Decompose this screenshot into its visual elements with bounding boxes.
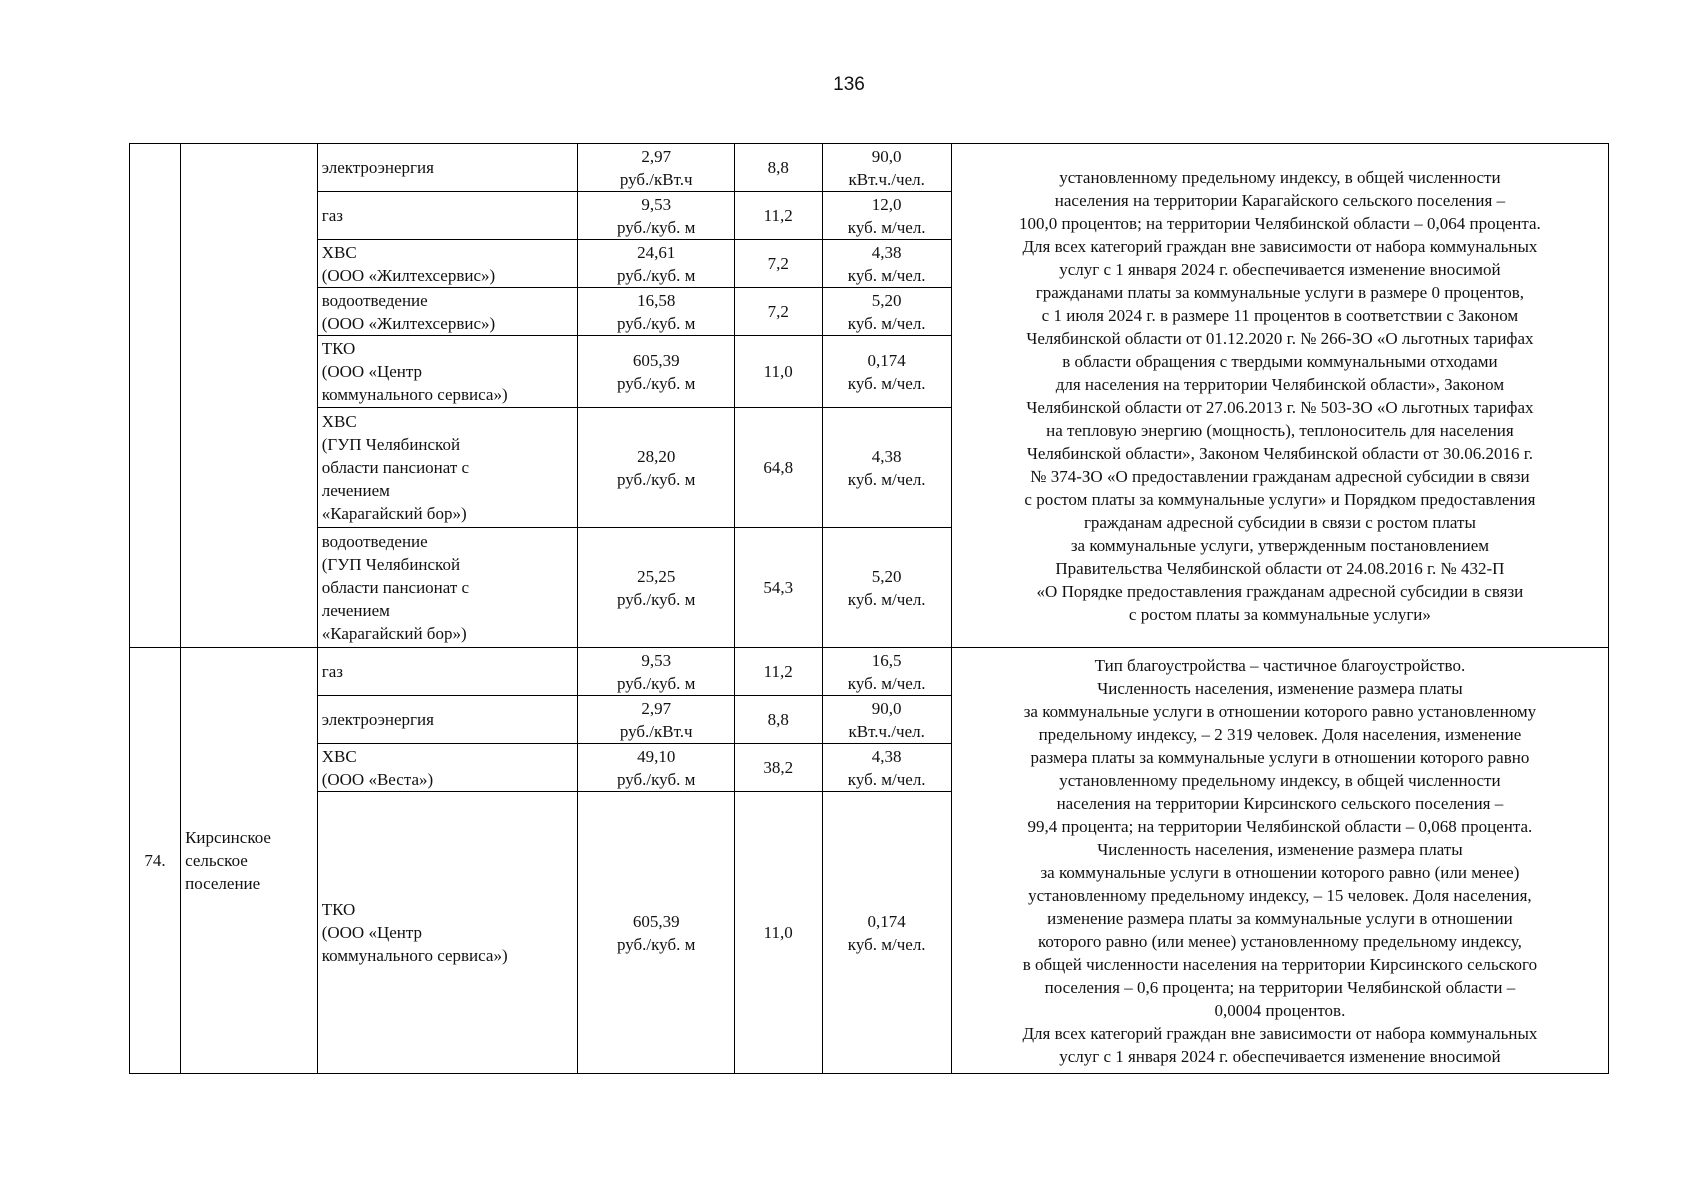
norm-cell-line: куб. м/чел. [847,217,926,237]
price-cell-line: руб./кВт.ч [619,721,693,741]
norm-cell-line: куб. м/чел. [847,673,926,693]
percent-cell [734,792,822,1074]
percent-cell-line: 11,2 [763,206,793,225]
price-cell-line: 16,58 [637,290,676,310]
price-cell-line: 9,53 [641,650,672,670]
service-cell-line: электроэнергия [321,710,434,729]
prev-note-cell-line: Челябинской области», Законом Челябинской области от 30.06.2016 г. [1026,443,1534,463]
percent-cell-line: 64,8 [763,458,794,477]
service-cell-line: водоотведение [321,290,428,310]
norm-cell-line: 4,38 [871,446,902,466]
settlement-cell-empty [181,144,318,648]
service-cell-line: лечением [321,601,390,620]
norm-cell [822,408,951,528]
norm-cell-line: куб. м/чел. [847,373,926,393]
74-note-cell-line: Тип благоустройства – частичное благоустройство. [1094,655,1466,675]
norm-cell-line: куб. м/чел. [847,313,926,333]
service-cell-line: ХВС [321,412,357,431]
prev-note-cell-line: 100,0 процентов; на территории Челябинской области – 0,064 процента. [1019,213,1541,233]
service-cell-line: коммунального сервиса») [321,385,508,404]
service-cell-line: водоотведение [321,532,428,551]
norm-cell-line: 0,174 [867,350,906,370]
74-note-cell-line: Численность населения, изменение размера платы [1097,839,1463,859]
norm-cell [822,288,951,336]
prev-note-cell-line: для населения на территории Челябинской области», Законом [1055,374,1505,394]
74-note-cell-line: изменение размера платы за коммунальные услуги в отношении [1047,908,1513,928]
price-cell [578,336,734,408]
norm-cell [822,528,951,648]
price-cell [578,288,734,336]
norm-cell-line: кВт.ч./чел. [848,169,925,189]
service-cell-line: (ГУП Челябинской [321,555,461,574]
service-cell [317,528,578,648]
number-cell-empty [130,144,181,648]
norm-cell-line: куб. м/чел. [847,469,926,489]
price-cell [578,696,734,744]
prev-note-cell-line: на тепловую энергию (мощность), теплоноситель для населения [1046,420,1514,440]
percent-cell-line: 7,2 [767,254,789,273]
74-note-cell-line: в общей численности населения на территории Кирсинского сельского [1022,954,1538,974]
norm-cell-line: 5,20 [871,290,902,310]
tariff-table [129,143,1609,1074]
norm-cell-line: куб. м/чел. [847,265,926,285]
prev-note-cell-line: Челябинской области от 01.12.2020 г. № 266-ЗО «О льготных тарифах [1026,328,1534,348]
service-cell [317,696,578,744]
price-cell [578,144,734,192]
prev-note-cell-line: «О Порядке предоставления гражданам адресной субсидии в связи [1036,581,1524,601]
prev-note-cell-line: с 1 июля 2024 г. в размере 11 процентов в соответствии с Законом [1041,305,1519,325]
price-cell-line: руб./куб. м [616,934,696,954]
74-note-cell-line: Численность населения, изменение размера платы [1097,678,1463,698]
page-number: 136 [833,74,865,95]
service-cell-line: «Карагайский бор») [321,504,467,523]
price-cell-line: руб./куб. м [616,589,696,609]
price-cell-line: руб./куб. м [616,673,696,693]
norm-cell [822,792,951,1074]
percent-cell [734,744,822,792]
service-cell [317,792,578,1074]
percent-cell-line: 11,0 [763,923,793,942]
price-cell-line: руб./куб. м [616,217,696,237]
percent-cell [734,336,822,408]
prev-note-cell [951,144,1608,648]
settlement-name-line: Кирсинское [185,828,271,847]
price-cell-line: 2,97 [641,146,672,166]
prev-note-cell-line: гражданам адресной субсидии в связи с ростом платы [1083,512,1476,532]
prev-note-cell-line: гражданами платы за коммунальные услуги в размере 0 процентов, [1035,282,1525,302]
percent-cell-line: 54,3 [763,578,794,597]
percent-cell-line: 8,8 [767,158,789,177]
percent-cell-line: 7,2 [767,302,789,321]
norm-cell-line: 4,38 [871,746,902,766]
settlement-name-line: сельское [185,851,248,870]
norm-cell [822,240,951,288]
percent-cell [734,144,822,192]
74-note-cell [951,648,1608,1074]
service-cell [317,240,578,288]
service-cell [317,192,578,240]
service-cell-line: электроэнергия [321,158,434,177]
74-note-cell-line: Для всех категорий граждан вне зависимости от набора коммунальных [1022,1023,1538,1043]
service-cell-line: области пансионат с [321,458,470,477]
prev-note-cell-line: населения на территории Карагайского сельского поселения – [1054,190,1506,210]
service-cell [317,144,578,192]
price-cell [578,648,734,696]
74-note-cell-line: размера платы за коммунальные услуги в отношении которого равно [1030,747,1530,767]
price-cell-line: 25,25 [637,566,676,586]
service-cell-line: (ООО «Центр [321,923,423,942]
percent-cell [734,696,822,744]
price-cell-line: руб./кВт.ч [619,169,693,189]
service-cell [317,648,578,696]
price-cell-line: 9,53 [641,194,672,214]
service-cell-line: ХВС [321,746,357,766]
price-cell-line: руб./куб. м [616,769,696,789]
service-cell-line: (ГУП Челябинской [321,435,461,454]
percent-cell [734,648,822,696]
service-cell-line: ТКО [321,339,356,358]
price-cell-line: 2,97 [641,698,672,718]
prev-note-cell-line: № 374-ЗО «О предоставлении гражданам адресной субсидии в связи [1030,466,1530,486]
74-note-cell-line: за коммунальные услуги в отношении которого равно установленному [1023,701,1537,721]
price-cell [578,240,734,288]
service-cell-line: газ [321,662,343,681]
prev-note-cell-line: в области обращения с твердыми коммунальными отходами [1062,351,1498,371]
percent-cell-line: 11,2 [763,662,793,681]
percent-cell-line: 8,8 [767,710,789,729]
service-cell-line: лечением [321,481,390,500]
table-row [130,144,1609,192]
74-note-cell-line: поселения – 0,6 процента; на территории Челябинской области – [1044,977,1516,997]
service-cell [317,288,578,336]
prev-note-cell-line: установленному предельному индексу, в общей численности [1059,167,1501,187]
table-row [130,648,1609,696]
74-note-cell-line: 0,0004 процентов. [1214,1000,1346,1020]
service-cell-line: области пансионат с [321,578,470,597]
percent-cell [734,240,822,288]
74-note-cell-line: населения на территории Кирсинского сельского поселения – [1056,793,1504,813]
prev-note-cell-line: с ростом платы за коммунальные услуги» [1128,604,1431,624]
norm-cell-line: куб. м/чел. [847,769,926,789]
norm-cell-line: 0,174 [867,911,906,931]
74-note-cell-line: предельному индексу, – 2 319 человек. Доля населения, изменение [1038,724,1522,744]
price-cell-line: 24,61 [637,242,676,262]
norm-cell-line: 4,38 [871,242,902,262]
settlement-number-line: 74. [144,851,166,870]
prev-note-cell-line: Челябинской области от 27.06.2013 г. № 503-ЗО «О льготных тарифах [1026,397,1534,417]
norm-cell-line: куб. м/чел. [847,934,926,954]
settlement-name [181,648,318,1074]
percent-cell [734,408,822,528]
prev-note-cell-line: за коммунальные услуги, утвержденным постановлением [1070,535,1490,555]
74-note-cell-line: которого равно (или менее) установленному предельному индексу, [1037,931,1522,951]
service-cell-line: ТКО [321,900,356,919]
percent-cell [734,192,822,240]
norm-cell [822,144,951,192]
norm-cell [822,648,951,696]
price-cell-line: руб./куб. м [616,265,696,285]
norm-cell-line: 5,20 [871,566,902,586]
price-cell [578,792,734,1074]
service-cell-line: (ООО «Жилтехсервис») [321,313,496,333]
percent-cell [734,528,822,648]
price-cell [578,408,734,528]
percent-cell [734,288,822,336]
price-cell-line: руб./куб. м [616,373,696,393]
74-note-cell-line: установленному предельному индексу, – 15 человек. Доля населения, [1028,885,1532,905]
percent-cell-line: 11,0 [763,362,793,381]
service-cell [317,408,578,528]
price-cell-line: 49,10 [637,746,676,766]
74-note-cell-line: за коммунальные услуги в отношении которого равно (или менее) [1040,862,1520,882]
price-cell-line: руб./куб. м [616,313,696,333]
service-cell-line: (ООО «Центр [321,362,423,381]
service-cell-line: (ООО «Веста») [321,769,434,789]
prev-note-cell-line: Для всех категорий граждан вне зависимости от набора коммунальных [1022,236,1538,256]
price-cell-line: 605,39 [632,911,680,931]
prev-note-cell-line: Правительства Челябинской области от 24.08.2016 г. № 432-П [1055,558,1505,578]
price-cell [578,744,734,792]
norm-cell-line: куб. м/чел. [847,589,926,609]
prev-note-cell-line: услуг с 1 января 2024 г. обеспечивается изменение вносимой [1059,259,1501,279]
norm-cell-line: 90,0 [871,146,902,166]
price-cell [578,192,734,240]
norm-cell-line: 16,5 [871,650,902,670]
74-note-cell-line: установленному предельному индексу, в общей численности [1059,770,1501,790]
norm-cell [822,744,951,792]
price-cell-line: руб./куб. м [616,469,696,489]
price-cell [578,528,734,648]
service-cell-line: коммунального сервиса») [321,946,508,965]
price-cell-line: 605,39 [632,350,680,370]
service-cell-line: (ООО «Жилтехсервис») [321,265,496,285]
service-cell-line: газ [321,206,343,225]
prev-note-cell-line: с ростом платы за коммунальные услуги» и Порядком предоставления [1024,489,1536,509]
74-note-cell-line: услуг с 1 января 2024 г. обеспечивается изменение вносимой [1059,1046,1501,1066]
norm-cell-line: 90,0 [871,698,902,718]
norm-cell [822,336,951,408]
settlement-number [130,648,181,1074]
service-cell-line: ХВС [321,242,357,262]
settlement-name-line: поселение [185,874,261,893]
74-note-cell-line: 99,4 процента; на территории Челябинской области – 0,068 процента. [1027,816,1533,836]
service-cell [317,744,578,792]
norm-cell [822,696,951,744]
service-cell [317,336,578,408]
norm-cell-line: 12,0 [871,194,902,214]
norm-cell [822,192,951,240]
percent-cell-line: 38,2 [763,758,794,777]
price-cell-line: 28,20 [637,446,676,466]
norm-cell-line: кВт.ч./чел. [848,721,925,741]
service-cell-line: «Карагайский бор») [321,624,467,643]
